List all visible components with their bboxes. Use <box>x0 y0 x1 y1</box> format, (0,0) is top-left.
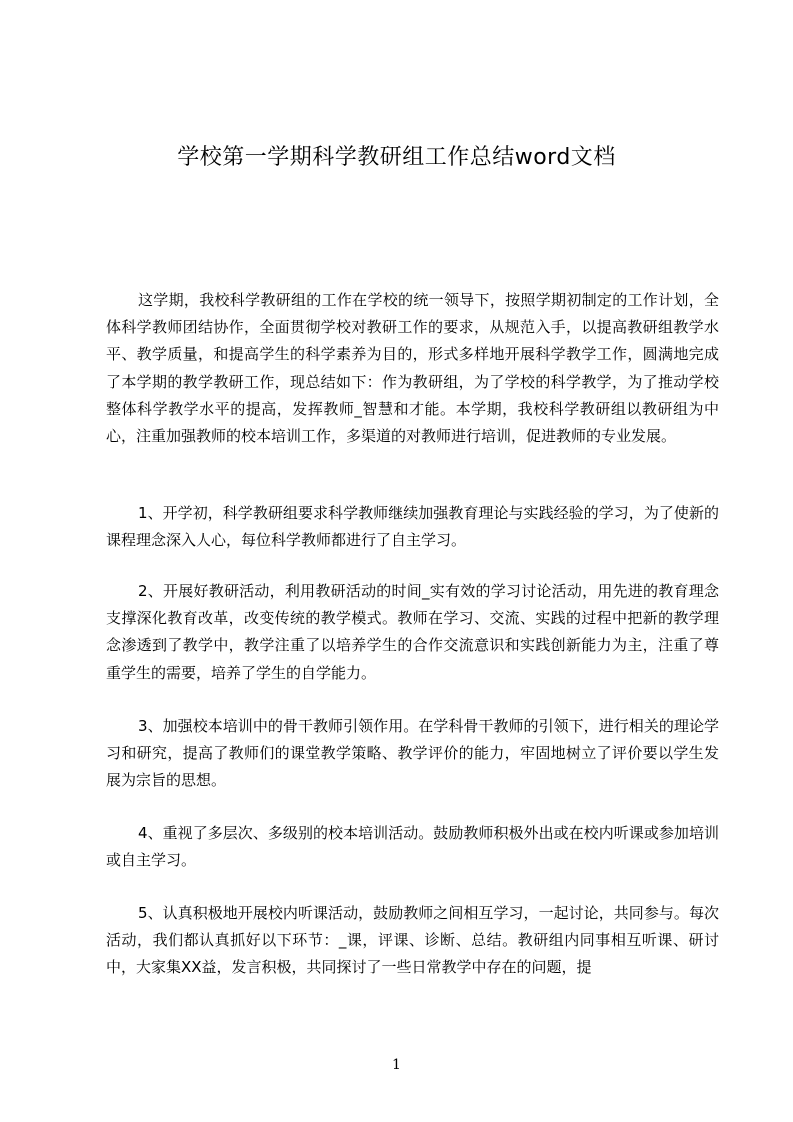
document-title: 学校第一学期科学教研组工作总结word文档 <box>177 145 616 170</box>
item-5-paragraph: 5、认真积极地开展校内听课活动，鼓励教师之间相互学习，一起讨论，共同参与。每次活动，我们都认真抓好以下环节：_课，评课、诊断、总结。教研组内同事相互听课、研讨中，大家集XX益，发言积极，共同探讨了一些日常教学中存在的问题，提 <box>106 904 719 977</box>
item-1-paragraph: 1、开学初，科学教研组要求科学教师继续加强教育理论与实践经验的学习，为了使新的课程理念深入人心，每位科学教师都进行了自主学习。 <box>106 504 719 550</box>
item-2-paragraph: 2、开展好教研活动，利用教研活动的时间_实有效的学习讨论活动，用先进的教育理念支撑深化教育改革，改变传统的教学模式。教师在学习、交流、实践的过程中把新的教学理念渗透到了教学中，教学注重了以培养学生的合作交流意识和实践创新能力为主，注重了尊重学生的需要，培养了学生的自学能力。 <box>106 582 719 682</box>
intro-paragraph: 这学期，我校科学教研组的工作在学校的统一领导下，按照学期初制定的工作计划，全体科学教师团结协作，全面贯彻学校对教研工作的要求，从规范入手，以提高教研组教学水平、教学质量，和提高学生的科学素养为目的，形式多样地开展科学教学工作，圆满地完成了本学期的教学教研工作，现总结如下：作为教研组，为了学校的科学教学，为了推动学校整体科学教学水平的提高，发挥教师_智慧和才能。本学期，我校科学教研组以教研组为中心，注重加强教师的校本培训工作，多渠道的对教师进行培训，促进教师的专业发展。 <box>106 291 719 446</box>
item-3-paragraph: 3、加强校本培训中的骨干教师引领作用。在学科骨干教师的引领下，进行相关的理论学习和研究，提高了教师们的课堂教学策略、教学评价的能力，牢固地树立了评价要以学生发展为宗旨的思想。 <box>106 717 719 790</box>
item-4-paragraph: 4、重视了多层次、多级别的校本培训活动。鼓励教师积极外出或在校内听课或参加培训或自主学习。 <box>106 824 719 870</box>
page-number: 1 <box>392 1057 401 1073</box>
